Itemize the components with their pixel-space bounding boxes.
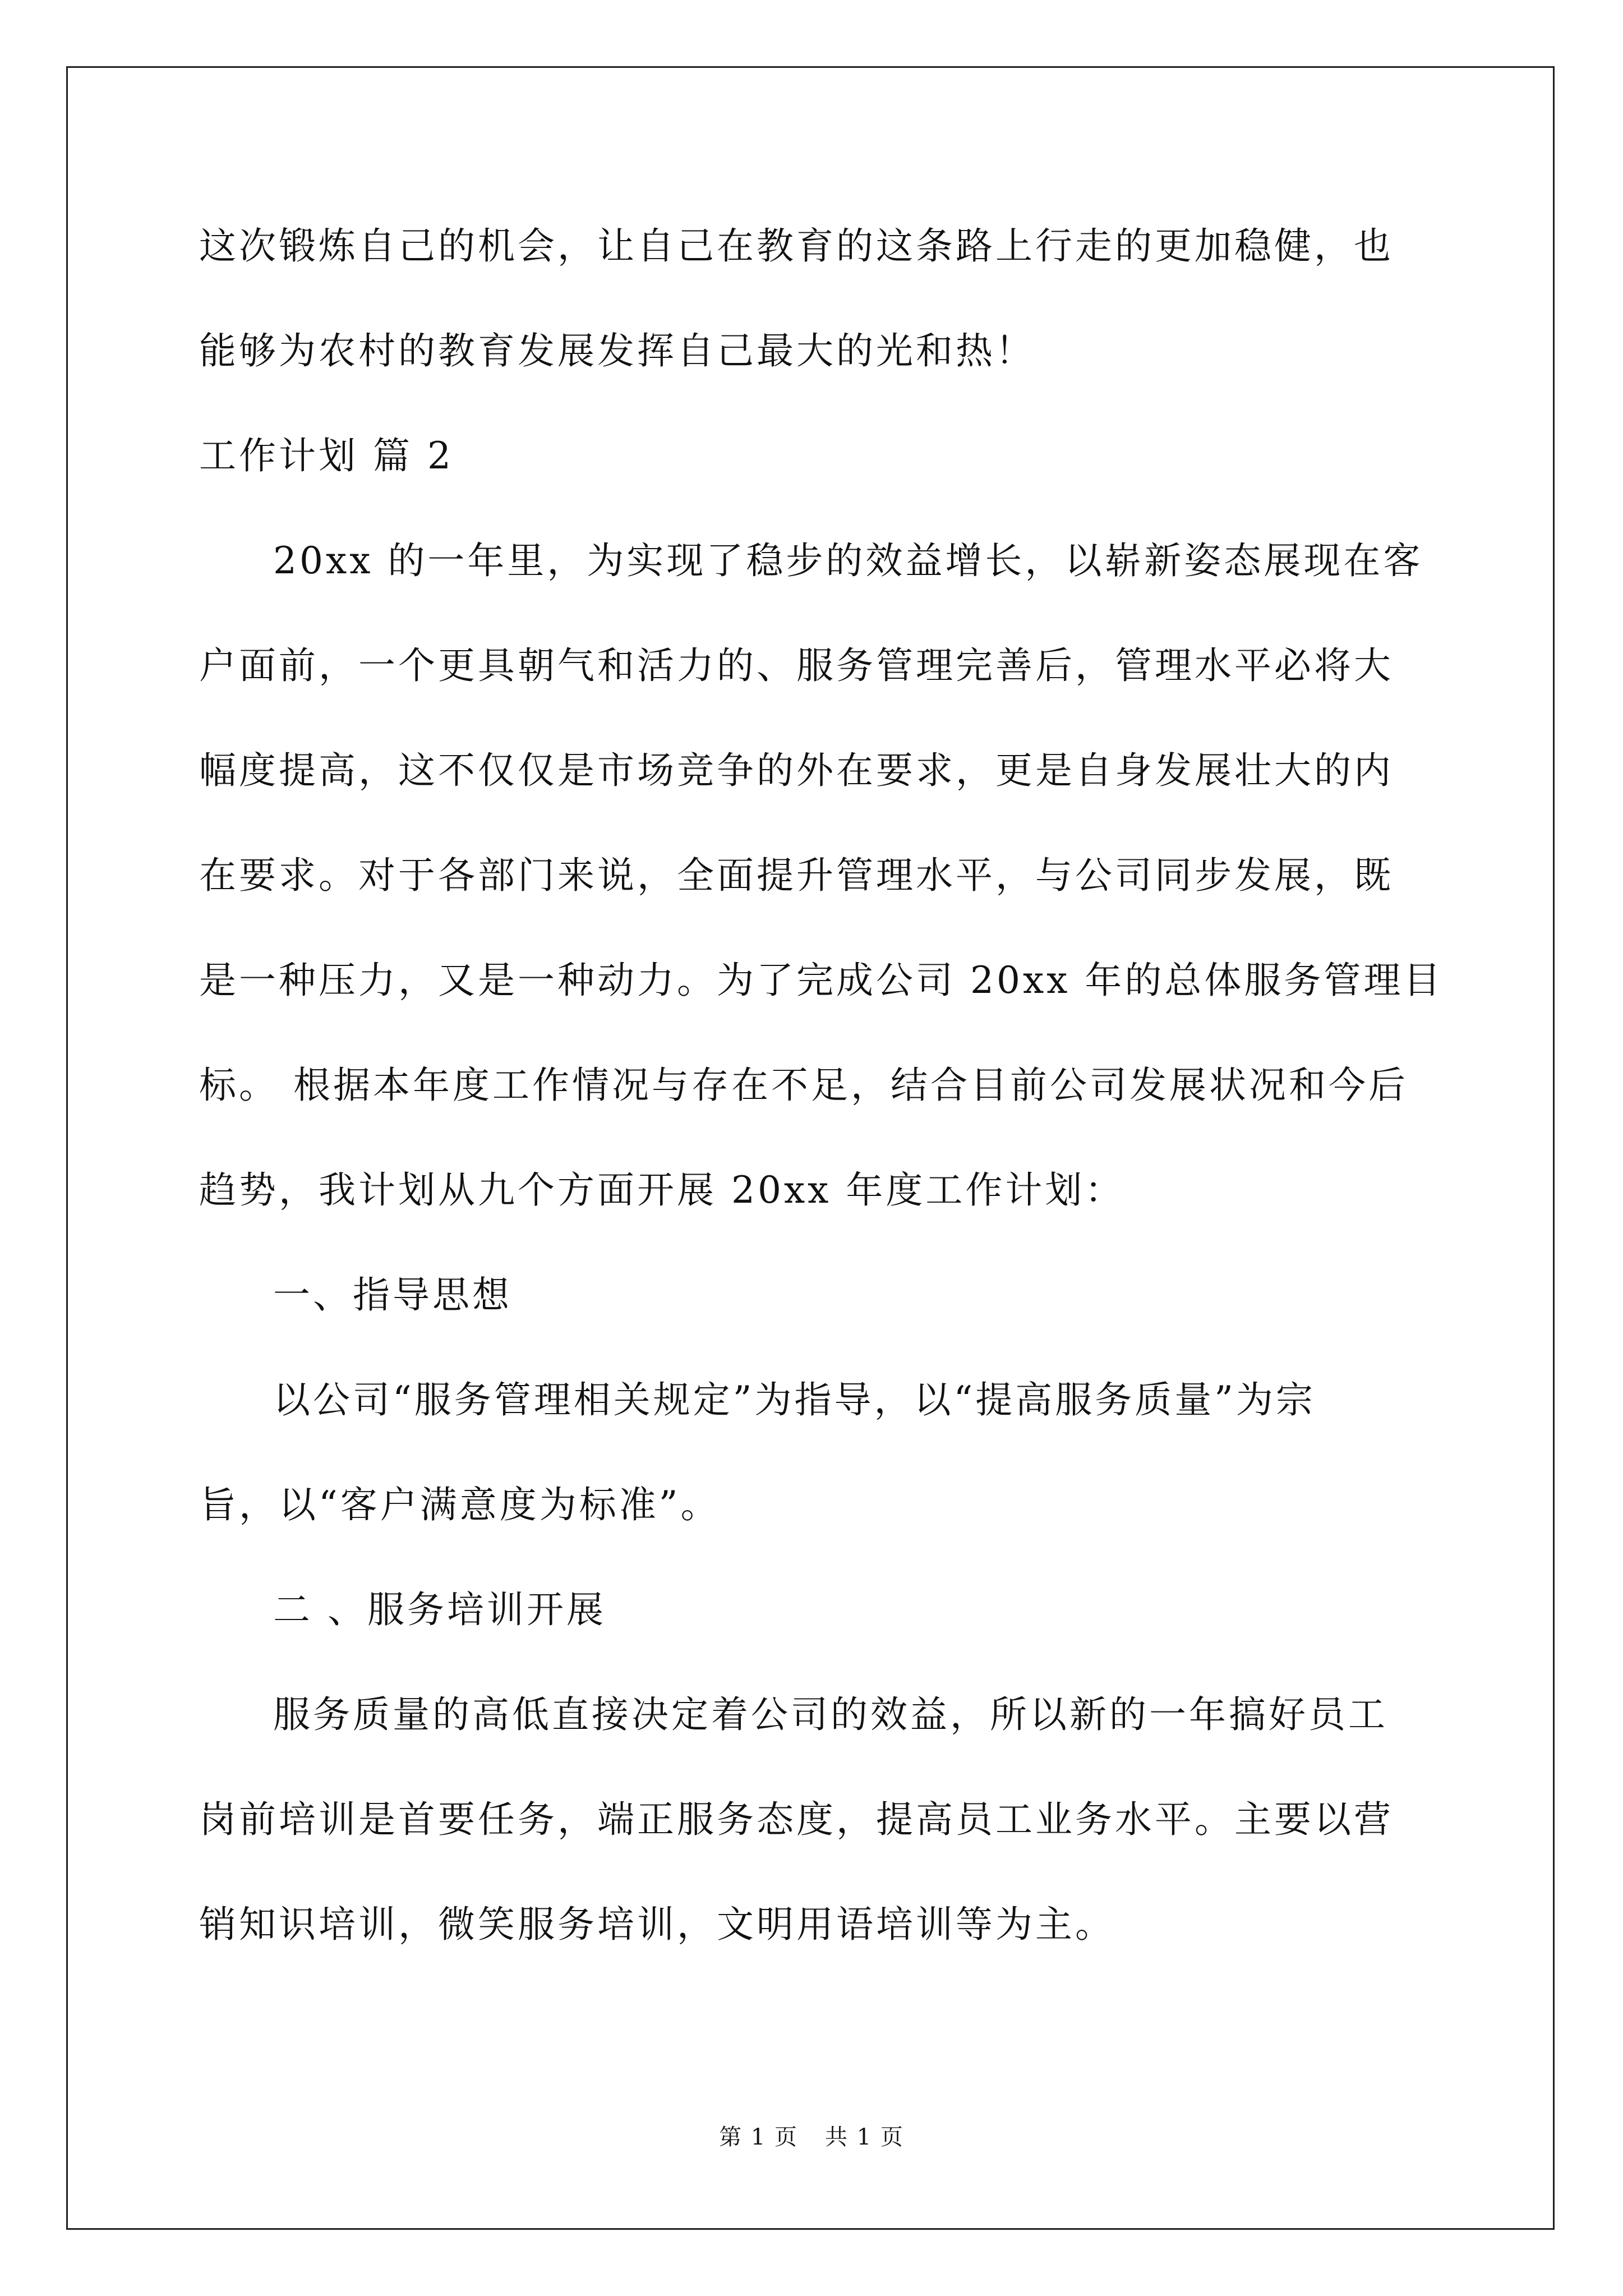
text-line: 这次锻炼自己的机会，让自己在教育的这条路上行走的更加稳健，也: [199, 224, 1394, 268]
text-line: 20xx 的一年里，为实现了稳步的效益增长，以崭新姿态展现在客: [273, 539, 1423, 582]
text-line: 户面前，一个更具朝气和活力的、服务管理完善后，管理水平必将大: [199, 644, 1394, 687]
text-line: 服务质量的高低直接决定着公司的效益，所以新的一年搞好员工: [273, 1693, 1388, 1736]
text-line: 旨，以“客户满意度为标准”。: [199, 1483, 721, 1526]
text-line: 趋势，我计划从九个方面开展 20xx 年度工作计划：: [199, 1168, 1125, 1212]
text-line: 以公司“服务管理相关规定”为指导，以“提高服务质量”为宗: [273, 1378, 1316, 1421]
text-line: 岗前培训是首要任务，端正服务态度，提高员工业务水平。主要以营: [199, 1798, 1394, 1841]
text-line: 一、指导思想: [273, 1273, 512, 1317]
text-line: 能够为农村的教育发展发挥自己最大的光和热！: [199, 329, 1035, 372]
page-number: 第 1 页: [719, 2124, 798, 2150]
text-line: 在要求。对于各部门来说，全面提升管理水平，与公司同步发展，既: [199, 854, 1394, 897]
text-line: 二 、服务培训开展: [273, 1588, 606, 1631]
text-line: 是一种压力，又是一种动力。为了完成公司 20xx 年的总体服务管理目: [199, 959, 1444, 1002]
text-line: 标。 根据本年度工作情况与存在不足，结合目前公司发展状况和今后: [199, 1064, 1408, 1107]
text-line: 幅度提高，这不仅仅是市场竞争的外在要求，更是自身发展壮大的内: [199, 749, 1394, 792]
document-body: [199, 194, 1444, 1977]
text-line: 销知识培训，微笑服务培训，文明用语培训等为主。: [199, 1903, 1115, 1946]
page-total: 共 1 页: [825, 2124, 904, 2150]
page-footer: [0, 2120, 1623, 2154]
text-line: 工作计划 篇 2: [199, 434, 454, 477]
